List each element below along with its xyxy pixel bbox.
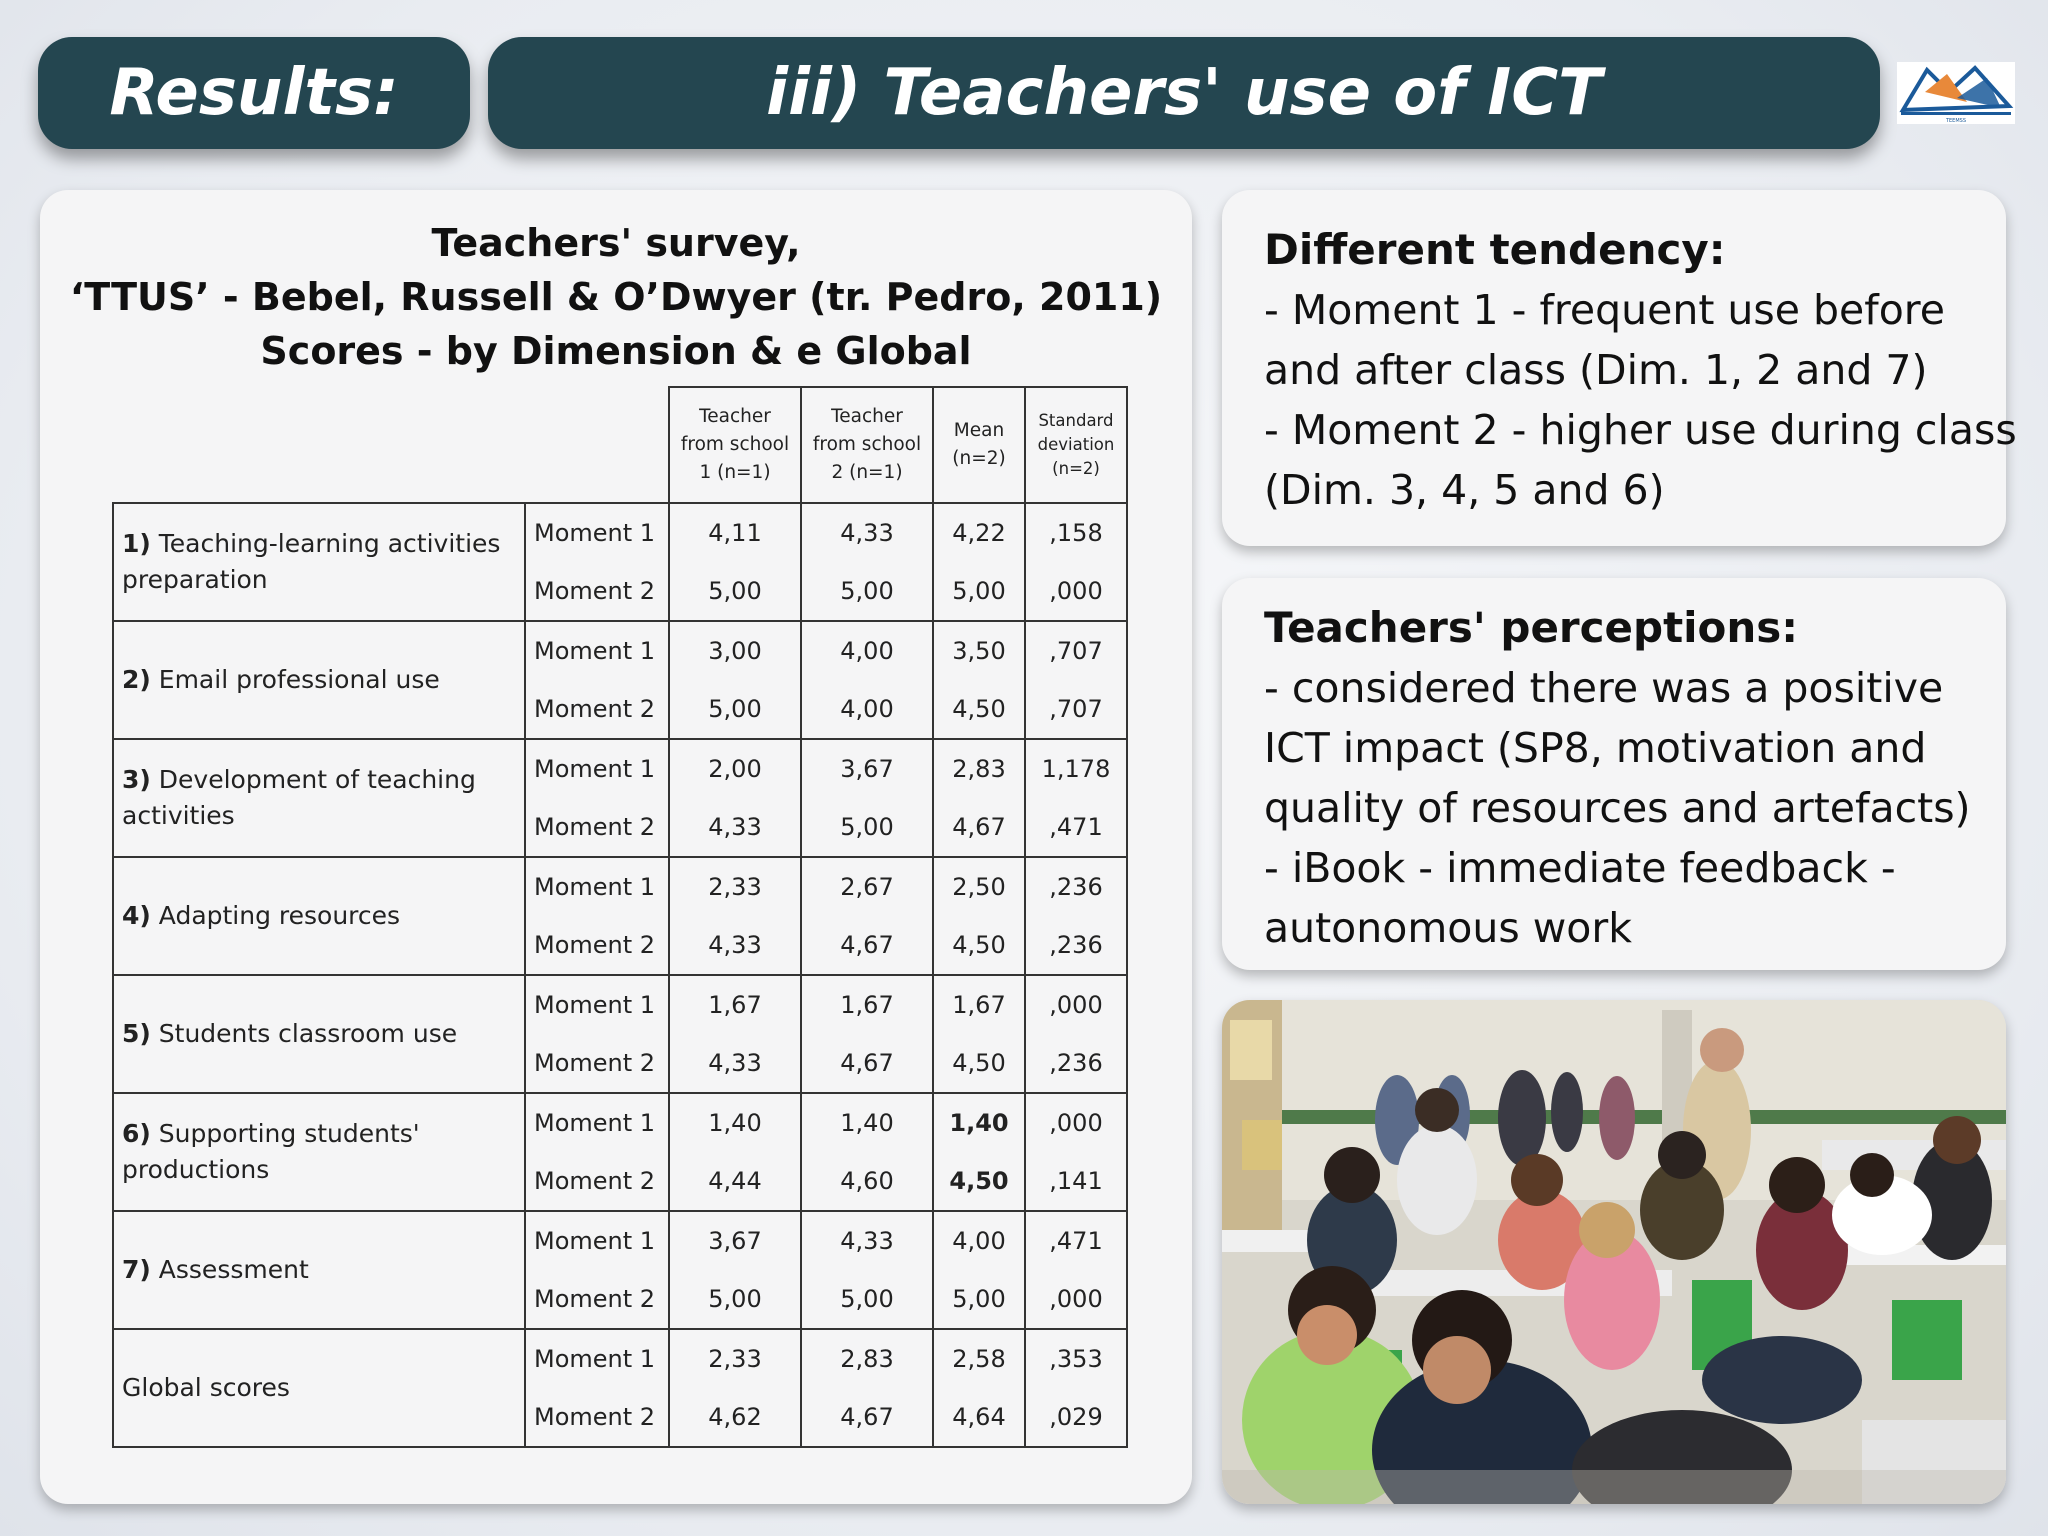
value-cell	[933, 1329, 1025, 1447]
dimension-label	[122, 1252, 524, 1288]
dimension-label-line	[122, 1370, 524, 1406]
moment-label: Moment 2	[534, 577, 656, 605]
value-moment-1: ,000	[1049, 991, 1103, 1019]
tendency-line: (Dim. 3, 4, 5 and 6)	[1264, 466, 1665, 514]
value-moment-2: ,707	[1049, 695, 1103, 723]
dimension-number: 7)	[122, 1255, 151, 1284]
dimension-number: 2)	[122, 665, 151, 694]
dimension-cell	[113, 739, 525, 857]
value-moment-2: 4,33	[708, 1049, 762, 1077]
classroom-photo	[1222, 1000, 2006, 1504]
dimension-label-line	[122, 526, 524, 562]
value-cell	[933, 621, 1025, 739]
value-moment-1: 4,22	[952, 519, 1006, 547]
value-cell	[669, 1329, 801, 1447]
column-header-line: Standard	[1038, 411, 1114, 430]
table-row	[113, 739, 1127, 857]
dimension-text: Students classroom use	[158, 1019, 458, 1048]
value-moment-2: ,236	[1049, 931, 1103, 959]
scores-table	[112, 386, 1128, 1448]
value-moment-1: 1,67	[708, 991, 762, 1019]
survey-title-line: ‘TTUS’ - Bebel, Russell & O’Dwyer (tr. Pedro, 2011)	[69, 275, 1163, 319]
value-moment-2: 4,60	[840, 1167, 894, 1195]
value-cell	[669, 739, 801, 857]
value-moment-2: ,000	[1049, 1285, 1103, 1313]
dimension-cell	[113, 1093, 525, 1211]
value-cell	[1025, 1093, 1127, 1211]
value-moment-1: ,236	[1049, 873, 1103, 901]
dimension-number: 1)	[122, 529, 151, 558]
dimension-label	[122, 526, 524, 598]
value-moment-1: 4,11	[708, 519, 762, 547]
value-moment-2: 4,44	[708, 1167, 762, 1195]
value-cell	[669, 857, 801, 975]
tendency-line: - Moment 1 - frequent use before	[1264, 286, 1945, 334]
tendency-line: and after class (Dim. 1, 2 and 7)	[1264, 346, 1928, 394]
moment-label: Moment 2	[534, 1285, 656, 1313]
value-moment-1: 2,00	[708, 755, 762, 783]
slide-title: iii) Teachers' use of ICT	[488, 37, 1880, 149]
value-cell	[1025, 857, 1127, 975]
value-cell	[933, 975, 1025, 1093]
perceptions-line: ICT impact (SP8, motivation and	[1264, 724, 1927, 772]
value-moment-2: 4,00	[840, 695, 894, 723]
column-header	[801, 387, 933, 503]
value-moment-2: 5,00	[708, 1285, 762, 1313]
dimension-label	[122, 1116, 524, 1188]
dimension-label-line	[122, 562, 524, 598]
moment-label: Moment 1	[534, 637, 656, 665]
value-cell	[801, 1329, 933, 1447]
value-moment-1: 3,50	[952, 637, 1006, 665]
moment-cell	[525, 1211, 669, 1329]
dimension-text: Adapting resources	[158, 901, 401, 930]
value-cell	[801, 975, 933, 1093]
survey-title-line: Scores - by Dimension & e Global	[260, 329, 972, 373]
column-header-line: (n=2)	[952, 448, 1006, 469]
value-moment-1: 4,33	[840, 1227, 894, 1255]
table-row	[113, 1211, 1127, 1329]
value-moment-1: 2,83	[840, 1345, 894, 1373]
dimension-text: Teaching-learning activities	[158, 529, 501, 558]
table-row	[113, 975, 1127, 1093]
survey-title	[40, 216, 1192, 378]
value-moment-1: ,000	[1049, 1109, 1103, 1137]
dimension-label	[122, 762, 524, 834]
dimension-cell	[113, 621, 525, 739]
column-header-line: from school	[680, 434, 790, 455]
moment-label: Moment 2	[534, 1167, 656, 1195]
value-moment-2: 4,62	[708, 1403, 762, 1431]
value-cell	[933, 739, 1025, 857]
dimension-label	[122, 898, 524, 934]
value-cell	[669, 621, 801, 739]
moment-label: Moment 1	[534, 755, 656, 783]
column-header-line: Mean	[953, 420, 1005, 441]
perceptions-line: - iBook - immediate feedback -	[1264, 844, 1896, 892]
moment-label: Moment 1	[534, 1227, 656, 1255]
value-moment-1: 1,178	[1041, 755, 1111, 783]
dimension-text: Global scores	[122, 1373, 290, 1402]
moment-label: Moment 1	[534, 1345, 656, 1373]
value-moment-1: 1,67	[840, 991, 894, 1019]
dimension-label	[122, 1370, 524, 1406]
moment-label: Moment 1	[534, 991, 656, 1019]
value-moment-2: 5,00	[952, 1285, 1006, 1313]
value-moment-1: ,353	[1049, 1345, 1103, 1373]
value-moment-1: 4,00	[840, 637, 894, 665]
value-moment-1: 2,50	[952, 873, 1006, 901]
classroom-photo-illustration	[1222, 1000, 2006, 1504]
value-moment-2: 5,00	[840, 1285, 894, 1313]
value-moment-1: ,707	[1049, 637, 1103, 665]
value-cell	[669, 1093, 801, 1211]
moment-cell	[525, 503, 669, 621]
moment-label: Moment 1	[534, 873, 656, 901]
value-moment-2: 5,00	[952, 577, 1006, 605]
dimension-text: preparation	[122, 565, 268, 594]
dimension-cell	[113, 1211, 525, 1329]
value-moment-2: 4,67	[840, 1403, 894, 1431]
moment-cell	[525, 975, 669, 1093]
value-moment-2: 4,50	[952, 1049, 1006, 1077]
dimension-text: productions	[122, 1155, 270, 1184]
moment-cell	[525, 739, 669, 857]
column-header-line: (n=2)	[1052, 459, 1100, 478]
column-header-line: from school	[812, 434, 922, 455]
column-header-line: deviation	[1037, 435, 1115, 454]
moment-label: Moment 1	[534, 519, 656, 547]
survey-title-line: Teachers' survey,	[431, 221, 801, 265]
moment-label: Moment 2	[534, 1403, 656, 1431]
logo-caption: TEEMSS	[1945, 118, 1967, 124]
dimension-cell	[113, 975, 525, 1093]
value-moment-1: 4,00	[952, 1227, 1006, 1255]
dimension-label-line	[122, 1016, 524, 1052]
table-row	[113, 1093, 1127, 1211]
perceptions-card	[1222, 578, 2006, 970]
value-cell	[669, 975, 801, 1093]
tendency-card	[1222, 190, 2017, 546]
value-cell	[801, 1211, 933, 1329]
column-header-line: 1 (n=1)	[699, 462, 771, 483]
value-moment-1: 3,00	[708, 637, 762, 665]
value-moment-1: 3,67	[840, 755, 894, 783]
value-cell	[801, 621, 933, 739]
moment-label: Moment 2	[534, 695, 656, 723]
value-moment-1: 1,40	[708, 1109, 762, 1137]
dimension-number: 3)	[122, 765, 151, 794]
dimension-label-line	[122, 1252, 524, 1288]
value-moment-2: ,236	[1049, 1049, 1103, 1077]
value-moment-2: 5,00	[708, 695, 762, 723]
value-cell	[801, 857, 933, 975]
value-moment-2: 4,33	[708, 931, 762, 959]
results-label: Results:	[38, 37, 470, 149]
dimension-text: Assessment	[158, 1255, 309, 1284]
perceptions-line: autonomous work	[1264, 904, 1632, 952]
teemss-logo	[1897, 62, 2015, 124]
value-cell	[1025, 621, 1127, 739]
value-cell	[933, 857, 1025, 975]
dimension-label-line	[122, 662, 524, 698]
value-moment-2: ,000	[1049, 577, 1103, 605]
survey-table-card	[40, 190, 1192, 1504]
column-header-line: Teacher	[831, 406, 903, 427]
moment-label: Moment 2	[534, 1049, 656, 1077]
perceptions-heading: Teachers' perceptions:	[1264, 603, 1799, 652]
dimension-label	[122, 1016, 524, 1052]
value-moment-2: 5,00	[840, 813, 894, 841]
table-header-row	[113, 387, 1127, 503]
table-row	[113, 621, 1127, 739]
value-moment-2: 4,67	[840, 1049, 894, 1077]
dimension-text: Supporting students'	[158, 1119, 420, 1148]
moment-label: Moment 1	[534, 1109, 656, 1137]
value-cell	[801, 739, 933, 857]
value-moment-1: 2,58	[952, 1345, 1006, 1373]
column-header	[933, 387, 1025, 503]
value-cell	[669, 1211, 801, 1329]
value-cell	[1025, 975, 1127, 1093]
value-moment-1: 1,67	[952, 991, 1006, 1019]
dimension-label-line	[122, 1116, 524, 1152]
value-cell	[801, 503, 933, 621]
value-moment-1: 2,67	[840, 873, 894, 901]
column-header	[669, 387, 801, 503]
value-moment-1: 3,67	[708, 1227, 762, 1255]
value-moment-2: ,029	[1049, 1403, 1103, 1431]
value-moment-2: 4,50	[949, 1167, 1009, 1195]
moment-label: Moment 2	[534, 813, 656, 841]
moment-label: Moment 2	[534, 931, 656, 959]
dimension-label-line	[122, 798, 524, 834]
value-moment-1: 1,40	[840, 1109, 894, 1137]
moment-cell	[525, 857, 669, 975]
value-moment-1: 4,33	[840, 519, 894, 547]
dimension-cell	[113, 503, 525, 621]
dimension-text: Development of teaching	[158, 765, 476, 794]
value-moment-2: 4,50	[952, 695, 1006, 723]
table-row	[113, 857, 1127, 975]
value-cell	[1025, 1211, 1127, 1329]
dimension-label-line	[122, 762, 524, 798]
dimension-label-line	[122, 1152, 524, 1188]
value-cell	[1025, 503, 1127, 621]
value-cell	[1025, 1329, 1127, 1447]
dimension-label	[122, 662, 524, 698]
dimension-label-line	[122, 898, 524, 934]
value-moment-1: ,471	[1049, 1227, 1103, 1255]
moment-cell	[525, 1093, 669, 1211]
dimension-text: Email professional use	[158, 665, 440, 694]
value-moment-1: 2,83	[952, 755, 1006, 783]
value-moment-2: 4,50	[952, 931, 1006, 959]
dimension-number: 4)	[122, 901, 151, 930]
perceptions-line: - considered there was a positive	[1264, 664, 1944, 712]
dimension-number: 6)	[122, 1119, 151, 1148]
column-header-line: 2 (n=1)	[831, 462, 903, 483]
moment-cell	[525, 621, 669, 739]
moment-cell	[525, 1329, 669, 1447]
table-row	[113, 503, 1127, 621]
dimension-cell	[113, 857, 525, 975]
dimension-cell	[113, 1329, 525, 1447]
table-row	[113, 1329, 1127, 1447]
column-header-line: Teacher	[699, 406, 771, 427]
perceptions-line: quality of resources and artefacts)	[1264, 784, 1971, 832]
tendency-heading: Different tendency:	[1264, 225, 1726, 274]
column-header	[1025, 387, 1127, 503]
value-moment-1: ,158	[1049, 519, 1103, 547]
value-moment-2: ,141	[1049, 1167, 1103, 1195]
value-cell	[1025, 739, 1127, 857]
tendency-line: - Moment 2 - higher use during class	[1264, 406, 2017, 454]
value-moment-2: 4,64	[952, 1403, 1006, 1431]
dimension-number: 5)	[122, 1019, 151, 1048]
value-moment-2: 4,67	[952, 813, 1006, 841]
value-moment-1: 2,33	[708, 1345, 762, 1373]
value-cell	[933, 503, 1025, 621]
value-cell	[933, 1211, 1025, 1329]
value-cell	[669, 503, 801, 621]
value-cell	[801, 1093, 933, 1211]
value-moment-2: 5,00	[708, 577, 762, 605]
value-cell	[933, 1093, 1025, 1211]
value-moment-1: 1,40	[949, 1109, 1009, 1137]
value-moment-2: 4,67	[840, 931, 894, 959]
dimension-text: activities	[122, 801, 235, 830]
value-moment-1: 2,33	[708, 873, 762, 901]
value-moment-2: ,471	[1049, 813, 1103, 841]
value-moment-2: 5,00	[840, 577, 894, 605]
header-blank-cell	[113, 387, 669, 503]
value-moment-2: 4,33	[708, 813, 762, 841]
